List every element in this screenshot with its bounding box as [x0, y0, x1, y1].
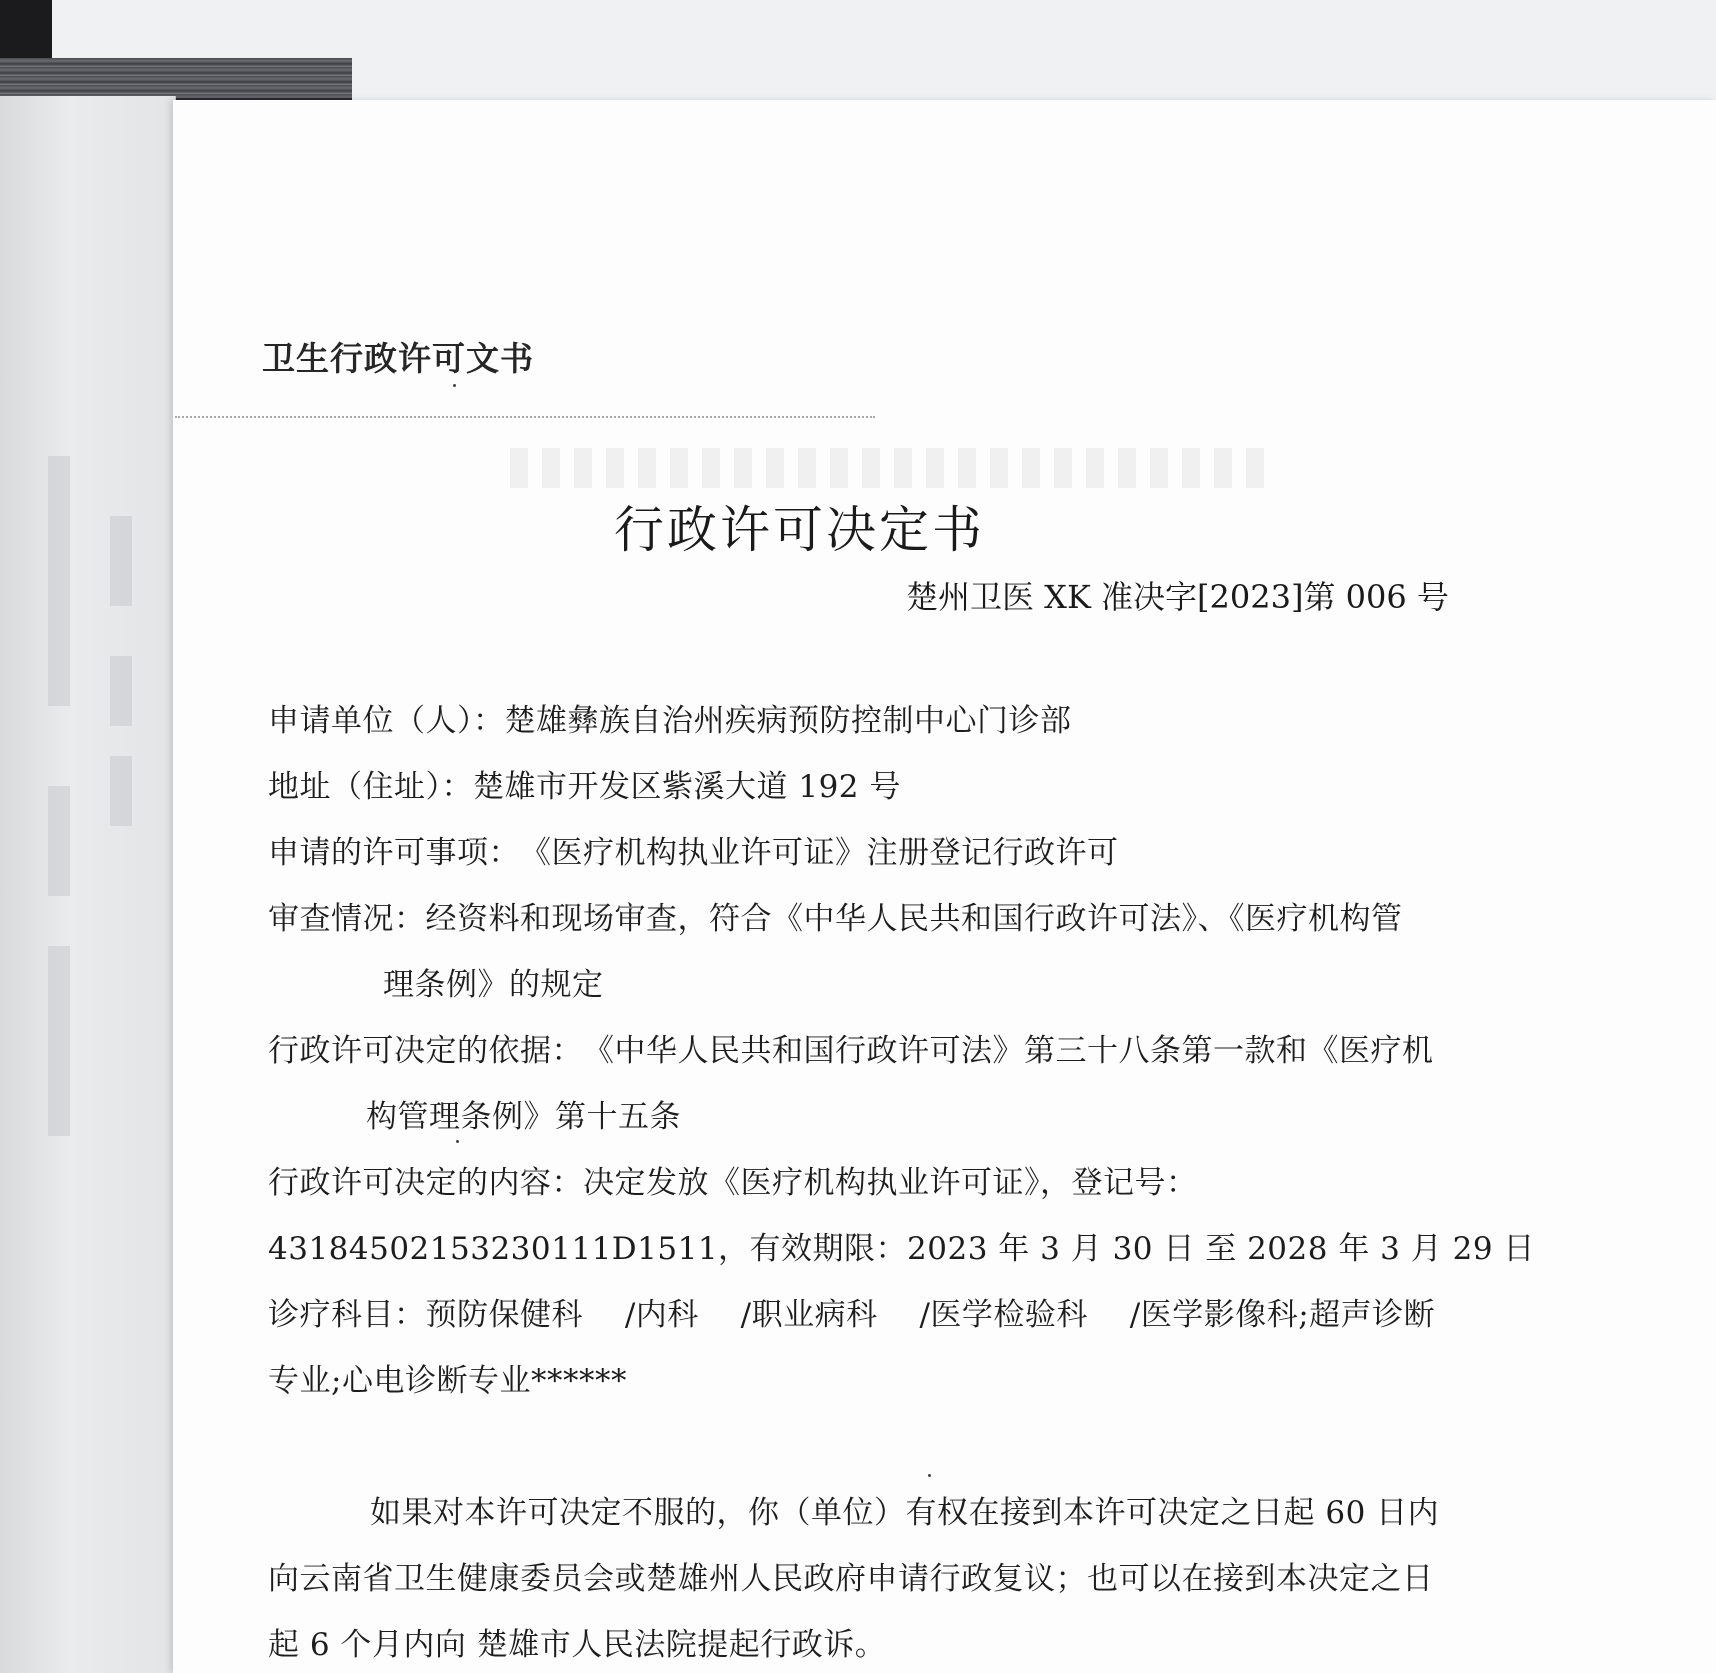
bleed-through-mark — [110, 656, 132, 726]
review-line — [268, 893, 1403, 938]
bleed-through-mark — [48, 786, 70, 896]
scan-speck — [453, 384, 456, 387]
applicant-label: 申请单位（人）： — [268, 703, 505, 739]
applicant-line — [268, 695, 1072, 740]
review-label: 审查情况： — [268, 901, 426, 937]
series-title: 卫生行政许可文书 — [262, 339, 534, 378]
basis-line — [268, 1025, 1434, 1070]
subjects-value-continued: 专业;心电诊断专业****** — [268, 1363, 627, 1399]
subjects-label: 诊疗科目： — [268, 1297, 426, 1333]
address-line — [268, 761, 901, 806]
applicant-value: 楚雄彝族自治州疾病预防控制中心门诊部 — [504, 703, 1072, 739]
header-divider — [175, 416, 875, 418]
review-line-continued — [383, 959, 604, 1004]
basis-value: 《中华人民共和国行政许可法》第三十八条第一款和《医疗机 — [583, 1033, 1434, 1069]
permit-item-label: 申请的许可事项： — [268, 835, 520, 871]
content-label: 行政许可决定的内容： — [268, 1165, 583, 1201]
document-number: 楚州卫医 XK 准决字[2023]第 006 号 — [906, 578, 1449, 616]
review-value-continued: 理条例》的规定 — [383, 967, 604, 1003]
scan-speck — [928, 1474, 931, 1477]
subjects-value: 预防保健科 /内科 /职业病科 /医学检验科 /医学影像科;超声诊断 — [425, 1297, 1436, 1333]
review-value: 经资料和现场审查，符合《中华人民共和国行政许可法》、《医疗机构管 — [425, 901, 1403, 937]
appeal-line-3: 起 6 个月内向 楚雄市人民法院提起行政诉。 — [268, 1627, 887, 1663]
scanner-dark-corner — [0, 0, 52, 58]
content-value: 决定发放《医疗机构执业许可证》，登记号： — [583, 1165, 1198, 1201]
registration-line — [268, 1223, 1535, 1268]
basis-line-continued — [366, 1091, 681, 1136]
appeal-line-2: 向云南省卫生健康委员会或楚雄州人民政府申请行政复议；也可以在接到本决定之日 — [268, 1561, 1434, 1597]
subjects-line — [268, 1289, 1435, 1334]
document-title: 行政许可决定书 — [614, 501, 985, 559]
validity-period: ，有效期限：2023 年 3 月 30 日 至 2028 年 3 月 29 日 — [718, 1231, 1535, 1267]
permit-item-line — [268, 827, 1119, 872]
bleed-through-mark — [48, 946, 70, 1136]
bleed-through-text — [510, 448, 1270, 488]
registration-number: 4318450215323011​1D1511 — [268, 1231, 719, 1267]
permit-item-value: 《医疗机构执业许可证》注册登记行政许可 — [520, 835, 1119, 871]
scan-speck — [456, 1140, 459, 1143]
subjects-line-continued — [268, 1355, 627, 1400]
bleed-through-mark — [110, 516, 132, 606]
bleed-through-mark — [110, 756, 132, 826]
appeal-line-1: 如果对本许可决定不服的，你（单位）有权在接到本许可决定之日起 60 日内 — [370, 1495, 1440, 1531]
basis-value-continued: 构管理条例》第十五条 — [366, 1099, 681, 1135]
underlying-page — [0, 96, 176, 1673]
basis-label: 行政许可决定的依据： — [268, 1033, 583, 1069]
address-value: 楚雄市开发区紫溪大道 192 号 — [473, 769, 901, 805]
bleed-through-mark — [48, 456, 70, 706]
content-line — [268, 1157, 1198, 1202]
address-label: 地址（住址）： — [268, 769, 473, 805]
binder-clip-edge — [0, 58, 352, 100]
